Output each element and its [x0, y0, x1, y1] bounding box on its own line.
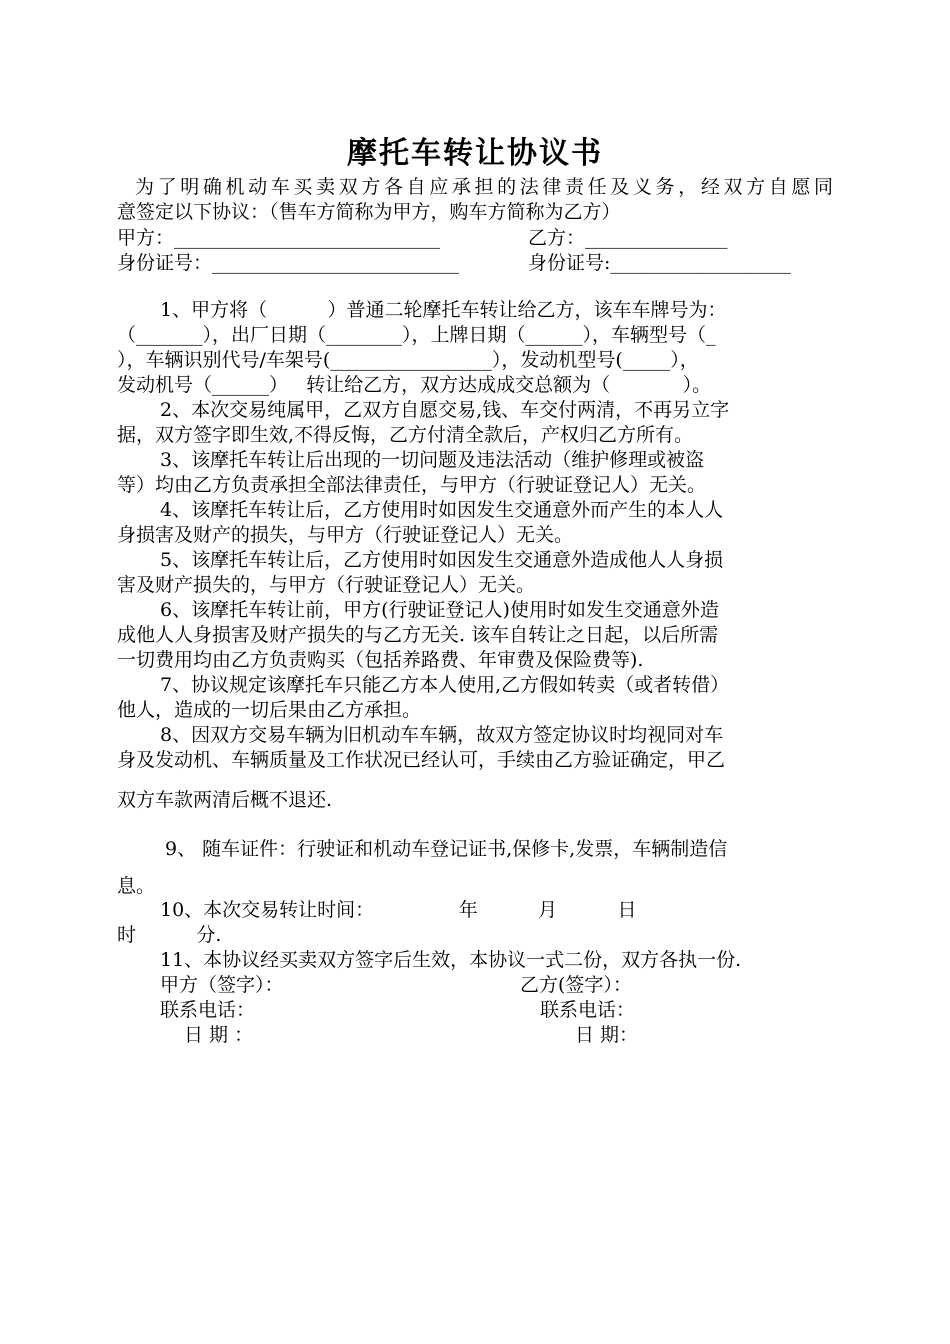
clause-6-line-3: 一切费用均由乙方负责购买（包括养路费、年审费及保险费等). [117, 649, 644, 671]
clause-4-line-1: 4、该摩托车转让后，乙方使用时如因发生交通意外而产生的本人人 [160, 499, 724, 521]
party-a-field: 甲方：____________________________ [117, 227, 441, 249]
clause-3-line-1: 3、该摩托车转让后出现的一切问题及违法活动（维护修理或被盗 [160, 449, 705, 471]
clause-6-line-2: 成他人人身损害及财产损失的与乙方无关. 该车自转让之日起，以后所需 [117, 624, 719, 646]
clause-5-line-1: 5、该摩托车转让后，乙方使用时如因发生交通意外造成他人人身损 [160, 549, 724, 571]
date-b-label: 日 期： [575, 1024, 639, 1046]
clause-8-line-1: 8、因双方交易车辆为旧机动车车辆，故双方签定协议时均视同对车 [160, 724, 724, 746]
clause-1-line-2: （_______），出厂日期（________），上牌日期（______），车辆型号（_ [117, 324, 716, 346]
clause-5-line-2: 害及财产损失的，与甲方（行驶证登记人）无关。 [117, 574, 536, 596]
date-a-label: 日 期 ： [184, 1024, 254, 1046]
party-b-field: 乙方：_______________ [528, 227, 728, 249]
phone-b-label: 联系电话： [540, 999, 636, 1021]
clause-6-line-1: 6、该摩托车转让前，甲方(行驶证登记人)使用时如发生交通意外造 [160, 599, 719, 621]
clause-8-line-3: 双方车款两清后概不退还. [117, 789, 333, 811]
clause-7-line-2: 他人，造成的一切后果由乙方承担。 [117, 699, 422, 721]
clause-10-line-2: 时 分. [117, 924, 222, 946]
id-number-a-field: 身份证号：__________________________ [117, 252, 460, 274]
clause-7-line-1: 7、协议规定该摩托车只能乙方本人使用,乙方假如转卖（或者转借） [160, 674, 730, 696]
signature-b-label: 乙方(签字）： [520, 974, 632, 996]
clause-2-line-1: 2、本次交易纯属甲，乙双方自愿交易,钱、车交付两清，不再另立字 [160, 399, 730, 421]
clause-8-line-2: 身及发动机、车辆质量及工作状况已经认可，手续由乙方验证确定，甲乙 [117, 749, 726, 771]
clause-1-line-3: ），车辆识别代号/车架号(_________________），发动机型号(_____）， [117, 349, 699, 371]
clause-2-line-2: 据，双方签字即生效,不得反悔，乙方付清全款后，产权归乙方所有。 [117, 424, 694, 446]
id-number-b-field: 身份证号:___________________ [528, 252, 791, 274]
phone-a-label: 联系电话： [160, 999, 256, 1021]
intro-line-1: 为了明确机动车买卖双方各自应承担的法律责任及义务，经双方自愿同 [135, 176, 833, 198]
clause-10-line-1: 10、本次交易转让时间： 年 月 日 [160, 899, 637, 921]
clause-11: 11、本协议经买卖双方签字后生效，本协议一式二份，双方各执一份. [160, 949, 742, 971]
document-title: 摩托车转让协议书 [347, 136, 603, 171]
clause-9-line-1: 9、 随车证件：行驶证和机动车登记证书,保修卡,发票，车辆制造信 [165, 838, 728, 860]
clause-1-line-4: 发动机号（______） 转让给乙方，双方达成成交总额为（ ）。 [117, 374, 712, 396]
intro-line-2: 意签定以下协议：（售车方简称为甲方，购车方简称为乙方） [117, 201, 621, 223]
clause-9-line-2: 息。 [117, 875, 156, 897]
clause-1-line-1: 1、甲方将（ ）普通二轮摩托车转让给乙方，该车车牌号为： [160, 299, 727, 321]
clause-4-line-2: 身损害及财产的损失，与甲方（行驶证登记人）无关。 [117, 524, 574, 546]
clause-3-line-2: 等）均由乙方负责承担全部法律责任，与甲方（行驶证登记人）无关。 [117, 474, 707, 496]
signature-a-label: 甲方（签字）： [160, 974, 284, 996]
